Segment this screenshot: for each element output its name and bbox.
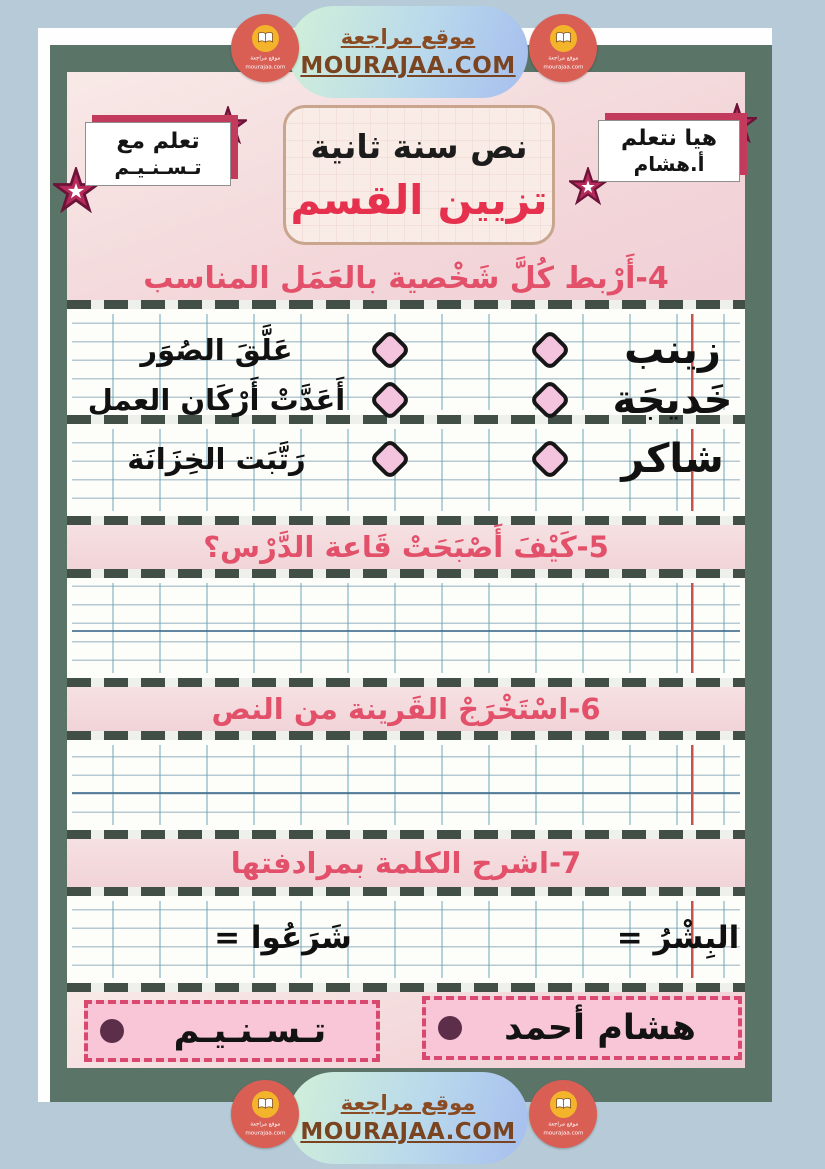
match-area-top [67, 309, 745, 423]
tag-right-line2: أ.هشام [633, 152, 705, 176]
tag-left-line2: تـسـنـيـم [114, 155, 202, 179]
signature-panel [67, 992, 745, 1068]
badge-domain: mourajaa.com [542, 1129, 584, 1136]
match-diamond[interactable] [369, 438, 411, 480]
match-row [67, 375, 745, 425]
badge-domain: mourajaa.com [542, 63, 584, 70]
tag-right-line1: هيا نتعلم [620, 126, 718, 151]
badge-site-name: موقع مراجعة [249, 54, 281, 61]
match-row [67, 325, 745, 375]
site-brand-header [224, 4, 604, 106]
site-link-pill[interactable] [288, 6, 528, 98]
site-name-arabic[interactable]: موقع مراجعة [340, 25, 476, 49]
lesson-title-box [283, 105, 555, 245]
chalkboard-frame [50, 45, 772, 1102]
badge-site-name: موقع مراجعة [249, 1120, 281, 1127]
match-action: عَلَّقَ الصُوَر [140, 333, 293, 367]
site-domain-link[interactable]: MOURAJAA.COM [300, 1119, 516, 1145]
open-book-icon [550, 25, 577, 52]
teacher-tag-right [598, 120, 740, 182]
site-logo-badge [231, 1080, 299, 1148]
lesson-type: نص سنة ثانية [310, 126, 528, 166]
answer-area-q6[interactable] [67, 740, 745, 830]
match-diamond[interactable] [529, 329, 571, 371]
badge-domain: mourajaa.com [244, 1129, 286, 1136]
match-row [67, 434, 745, 484]
question-7-label: 7-اشرح الكلمة بمرادفتها [230, 846, 582, 880]
open-book-icon [252, 25, 279, 52]
dashed-divider [67, 300, 745, 309]
match-area-bottom [67, 424, 745, 516]
site-logo-badge [529, 14, 597, 82]
match-diamond[interactable] [369, 329, 411, 371]
match-name: زينب [624, 327, 721, 373]
teacher-name: هشام أحمد [504, 1008, 696, 1048]
bullet-dot-icon [438, 1016, 462, 1040]
teacher-name: تـسـنـيـم [173, 1011, 327, 1051]
badge-site-name: موقع مراجعة [547, 54, 579, 61]
site-domain-link[interactable]: MOURAJAA.COM [300, 53, 516, 79]
header-panel [67, 72, 745, 300]
teacher-name-box [422, 996, 742, 1060]
question-6-label: 6-اسْتَخْرَجْ القَرينة من النص [211, 692, 601, 726]
match-diamond[interactable] [529, 438, 571, 480]
site-logo-badge [231, 14, 299, 82]
question-4-label: 4-أَرْبط كُلَّ شَخْصية بالعَمَل المناسب [143, 261, 669, 296]
dashed-divider [67, 569, 745, 578]
site-link-pill[interactable] [288, 1072, 528, 1164]
site-name-arabic[interactable]: موقع مراجعة [340, 1091, 476, 1115]
badge-site-name: موقع مراجعة [547, 1120, 579, 1127]
match-diamond[interactable] [529, 379, 571, 421]
dashed-divider [67, 830, 745, 839]
bullet-dot-icon [100, 1019, 124, 1043]
teacher-name-box [84, 1000, 380, 1062]
site-logo-badge [529, 1080, 597, 1148]
scanned-sheet [38, 28, 772, 1102]
answer-area-q5[interactable] [67, 578, 745, 678]
question-5-banner [67, 525, 745, 569]
match-name: شاكر [621, 436, 724, 482]
match-name: خَديجَة [612, 377, 733, 423]
badge-domain: mourajaa.com [244, 63, 286, 70]
match-action: أَعَدَّتْ أَرْكَان العمل [87, 383, 346, 417]
answer-area-q7[interactable] [67, 896, 745, 983]
lesson-title: تزيين القسم [290, 175, 548, 224]
dashed-divider [67, 516, 745, 525]
teacher-tag-left [85, 122, 231, 186]
match-diamond[interactable] [369, 379, 411, 421]
dashed-divider [67, 678, 745, 687]
question-5-label: 5-كَيْفَ أَصْبَحَتْ قَاعة الدَّرْس؟ [203, 530, 609, 564]
worksheet-content [67, 72, 745, 1068]
vocab-term: شَرَعُوا = [214, 920, 352, 956]
question-7-banner [67, 839, 745, 887]
dashed-divider [67, 983, 745, 992]
site-brand-footer [224, 1070, 604, 1169]
match-action: رَتَّبَت الخِزَانَة [127, 442, 306, 476]
dashed-divider [67, 731, 745, 740]
open-book-icon [550, 1091, 577, 1118]
vocab-term: البِشْرُ = [616, 920, 740, 956]
question-6-banner [67, 687, 745, 731]
dashed-divider [67, 887, 745, 896]
tag-left-line1: تعلم مع [116, 129, 200, 154]
open-book-icon [252, 1091, 279, 1118]
